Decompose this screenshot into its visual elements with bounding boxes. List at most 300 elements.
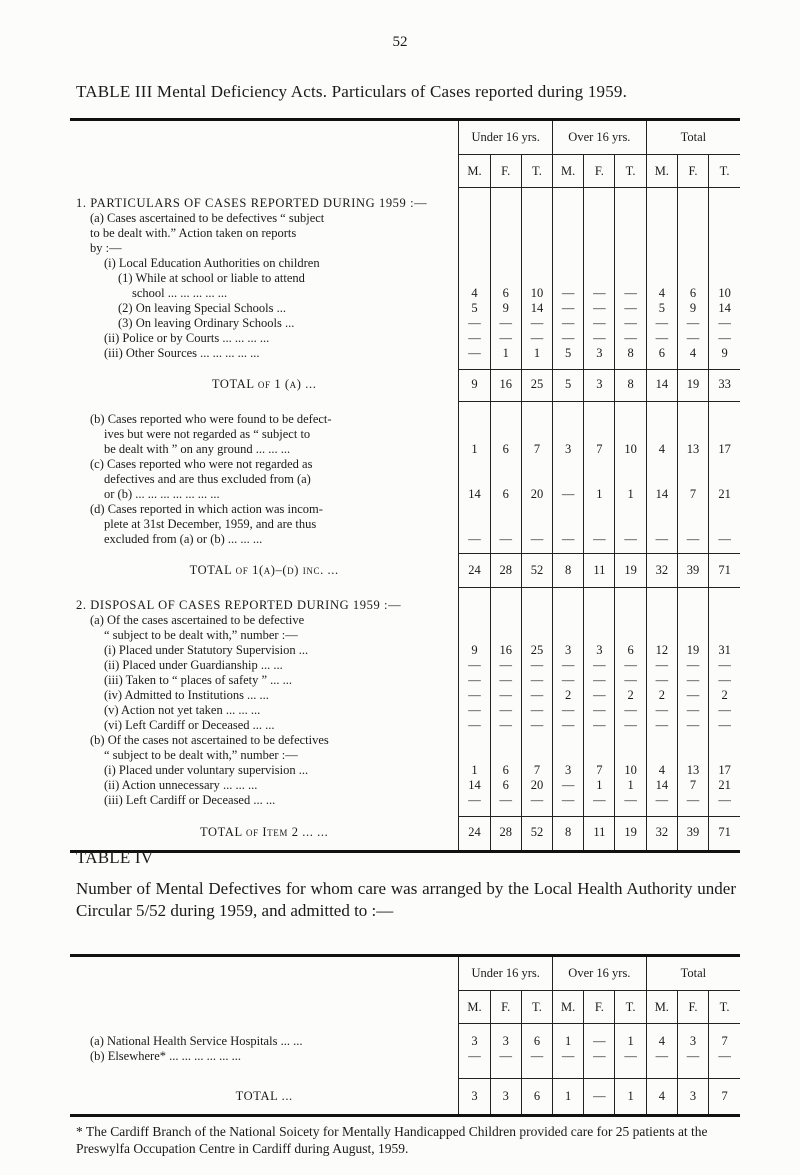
row-label-line: (iii) Taken to “ places of safety ” ... ...	[104, 672, 293, 687]
row-label-line: (iii) Left Cardiff or Deceased ... ...	[104, 792, 276, 807]
value	[553, 427, 583, 442]
value-cell	[646, 370, 677, 402]
value: —	[468, 703, 481, 717]
value-cell	[490, 402, 521, 554]
value	[678, 427, 708, 442]
value-cell	[521, 817, 552, 852]
value-cell	[677, 188, 708, 370]
sub-header: T.	[615, 991, 646, 1024]
value: 12	[655, 643, 669, 657]
value: 52	[530, 825, 544, 839]
sub-header: M.	[459, 155, 490, 188]
value	[459, 427, 489, 442]
value: —	[624, 793, 637, 807]
sub-header: F.	[490, 155, 521, 188]
value: —	[686, 331, 700, 345]
value: 14	[655, 377, 669, 391]
sub-header: T.	[709, 991, 740, 1024]
value-cell	[709, 1079, 740, 1116]
value	[459, 613, 489, 628]
value	[584, 613, 614, 628]
value	[615, 748, 645, 763]
value: 10	[624, 763, 637, 777]
value	[459, 412, 489, 427]
value: 2	[658, 688, 665, 702]
value: 9	[721, 346, 728, 360]
value: —	[593, 532, 606, 546]
row-label-header	[70, 956, 459, 1024]
value-cell	[553, 817, 584, 852]
value: —	[530, 718, 544, 732]
value: 1	[596, 487, 603, 501]
value: —	[561, 316, 575, 330]
value	[647, 598, 677, 613]
value	[553, 748, 583, 763]
value: —	[593, 1034, 606, 1048]
value: 33	[718, 377, 731, 391]
value	[647, 472, 677, 487]
value-cell	[615, 554, 646, 588]
value: —	[686, 1049, 700, 1063]
value	[678, 517, 708, 532]
value-cell	[490, 817, 521, 852]
value	[615, 613, 645, 628]
value: —	[686, 658, 700, 672]
row-label-line: by :—	[90, 240, 122, 255]
row-label-line: TOTAL of 1(a)–(d) inc. ...	[189, 562, 339, 577]
value: 14	[655, 778, 669, 792]
row-label-line: plete at 31st December, 1959, and are thus	[104, 516, 317, 531]
value: —	[499, 703, 512, 717]
value	[553, 628, 583, 643]
value	[678, 472, 708, 487]
row-label-line: (b) Of the cases not ascertained to be defectives	[90, 732, 329, 747]
value-cell	[709, 554, 740, 588]
value	[522, 412, 552, 427]
value-cell	[584, 188, 615, 370]
value	[709, 748, 740, 763]
value	[522, 241, 552, 256]
value: —	[686, 793, 700, 807]
value	[553, 271, 583, 286]
value: —	[561, 1049, 575, 1063]
value	[491, 271, 521, 286]
row-label-line: (a) Cases ascertained to be defectives “ subject	[90, 210, 325, 225]
value: —	[624, 673, 637, 687]
value	[647, 502, 677, 517]
value	[709, 196, 740, 211]
value-cell	[584, 554, 615, 588]
value-cell	[677, 1079, 708, 1116]
value-cell	[615, 588, 646, 817]
value: —	[686, 718, 700, 732]
value: 11	[593, 563, 606, 577]
value: 21	[718, 778, 731, 792]
sub-header: M.	[646, 155, 677, 188]
value: 7	[689, 487, 697, 501]
row-label-line: school ... ... ... ... ...	[132, 285, 228, 300]
value: —	[593, 688, 606, 702]
value: —	[718, 532, 731, 546]
row-label-line: to be dealt with.” Action taken on reports	[90, 225, 297, 240]
value	[647, 412, 677, 427]
value: —	[530, 688, 544, 702]
value: 21	[718, 487, 731, 501]
value: —	[499, 316, 512, 330]
value: —	[468, 688, 481, 702]
group-header-under-16: Under 16 yrs.	[459, 120, 553, 155]
value	[491, 211, 521, 226]
value	[459, 502, 489, 517]
total-1ad-row	[70, 554, 740, 588]
sub-header: T.	[709, 155, 740, 188]
value	[491, 256, 521, 271]
value: —	[468, 673, 481, 687]
value	[491, 598, 521, 613]
row-label-line: (2) On leaving Special Schools ...	[118, 300, 287, 315]
value: 32	[655, 825, 669, 839]
value-cell	[709, 402, 740, 554]
value: 1	[471, 442, 478, 456]
value	[522, 457, 552, 472]
value	[459, 256, 489, 271]
value	[459, 598, 489, 613]
value: —	[593, 286, 606, 300]
value: 9	[471, 377, 478, 391]
sub-header: T.	[521, 991, 552, 1024]
total-2-row	[70, 817, 740, 852]
value	[459, 457, 489, 472]
footnote: * The Cardiff Branch of the National Soicety for Mentally Handicapped Children provided care for 25 patients at the Preswylfa Occupation Centre in Cardiff during August, 1959.	[76, 1124, 708, 1156]
value	[522, 427, 552, 442]
value: —	[624, 532, 637, 546]
value	[459, 211, 489, 226]
value: 7	[721, 1089, 728, 1103]
row-label-line: 1. PARTICULARS OF CASES REPORTED DURING 1959 :—	[76, 195, 428, 210]
sub-header: F.	[584, 991, 615, 1024]
value	[678, 613, 708, 628]
value: 3	[596, 346, 603, 360]
value: 1	[565, 1089, 572, 1103]
sub-header: M.	[646, 991, 677, 1024]
value: —	[655, 532, 669, 546]
value: —	[718, 658, 731, 672]
value	[678, 196, 708, 211]
value: 6	[502, 442, 509, 456]
value: —	[468, 1049, 481, 1063]
value-cell	[677, 402, 708, 554]
value: —	[561, 487, 575, 501]
value	[522, 472, 552, 487]
sub-header: F.	[490, 991, 521, 1024]
value: —	[530, 316, 544, 330]
value-cell	[521, 1079, 552, 1116]
value	[678, 748, 708, 763]
group-header-total: Total	[646, 120, 740, 155]
row-label-line: (i) Placed under voluntary supervision ...	[104, 762, 309, 777]
value: 6	[502, 487, 509, 501]
value-cell	[709, 588, 740, 817]
value	[459, 733, 489, 748]
value	[522, 517, 552, 532]
value	[709, 598, 740, 613]
value-cell	[677, 1024, 708, 1079]
sub-header: M.	[459, 991, 490, 1024]
value-cell	[615, 370, 646, 402]
value: —	[624, 703, 637, 717]
row-label-line: excluded from (a) or (b) ... ... ...	[104, 531, 263, 546]
sub-header: M.	[553, 991, 584, 1024]
value	[709, 628, 740, 643]
value: —	[561, 658, 575, 672]
value-cell	[677, 554, 708, 588]
row-label-line: (a) National Health Service Hospitals ... ...	[90, 1033, 303, 1048]
value: —	[530, 658, 544, 672]
page-number: 52	[392, 34, 408, 50]
value	[615, 256, 645, 271]
value-cell	[459, 1024, 490, 1079]
value	[491, 613, 521, 628]
value-cell	[490, 588, 521, 817]
value: —	[718, 331, 731, 345]
value-cell	[646, 188, 677, 370]
value: 39	[686, 563, 700, 577]
value-cell	[646, 1024, 677, 1079]
value: 1	[627, 1034, 634, 1048]
value	[678, 226, 708, 241]
value: 3	[689, 1089, 697, 1103]
row-label-line: (1) While at school or liable to attend	[118, 270, 305, 285]
value	[678, 733, 708, 748]
value	[553, 472, 583, 487]
value: —	[468, 331, 481, 345]
value	[709, 427, 740, 442]
value: 31	[718, 643, 731, 657]
row-label-line: (3) On leaving Ordinary Schools ...	[118, 315, 295, 330]
row-label-line: (a) Of the cases ascertained to be defective	[90, 612, 305, 627]
value	[678, 628, 708, 643]
sub-header: F.	[677, 155, 708, 188]
value: 3	[596, 643, 603, 657]
value: 24	[468, 825, 481, 839]
value: 25	[530, 377, 544, 391]
value-cell	[709, 370, 740, 402]
value	[553, 502, 583, 517]
value: 5	[471, 301, 478, 315]
value: 4	[689, 346, 697, 360]
value	[459, 472, 489, 487]
value: —	[530, 703, 544, 717]
value	[615, 211, 645, 226]
value	[584, 628, 614, 643]
value	[709, 256, 740, 271]
value	[647, 457, 677, 472]
value: 4	[658, 1034, 665, 1048]
value	[522, 733, 552, 748]
value-cell	[646, 554, 677, 588]
value	[459, 748, 489, 763]
value	[647, 196, 677, 211]
value: 1	[627, 1089, 634, 1103]
value: 14	[468, 778, 481, 792]
value: 71	[718, 825, 731, 839]
value	[491, 748, 521, 763]
value	[615, 502, 645, 517]
value: —	[593, 673, 606, 687]
value-cell	[490, 370, 521, 402]
value-cell	[459, 402, 490, 554]
row-label-line: defectives and are thus excluded from (a)	[104, 471, 311, 486]
sub-header: F.	[677, 991, 708, 1024]
value: —	[530, 331, 544, 345]
value	[459, 226, 489, 241]
value-cell	[521, 402, 552, 554]
value: —	[593, 1089, 606, 1103]
value	[553, 241, 583, 256]
row-label-line: (i) Placed under Statutory Supervision ...	[104, 642, 309, 657]
value: 52	[530, 563, 544, 577]
value: 1	[565, 1034, 572, 1048]
row-label-line: TOTAL of Item 2 ... ...	[200, 824, 329, 839]
value: 3	[689, 1034, 697, 1048]
row-label	[70, 1024, 459, 1079]
sub-header: F.	[584, 155, 615, 188]
value	[491, 196, 521, 211]
sub-header: T.	[521, 155, 552, 188]
value	[709, 502, 740, 517]
value	[709, 472, 740, 487]
value	[553, 457, 583, 472]
value: 6	[502, 763, 509, 777]
value	[615, 457, 645, 472]
value: 5	[565, 346, 572, 360]
value: —	[718, 1049, 731, 1063]
value	[647, 427, 677, 442]
row-label-line: (ii) Action unnecessary ... ... ...	[104, 777, 258, 792]
value	[553, 196, 583, 211]
table-iv-title: TABLE IV	[76, 848, 154, 867]
value: 24	[468, 563, 481, 577]
value: 3	[565, 442, 572, 456]
value: 6	[502, 778, 509, 792]
value: 3	[596, 377, 603, 391]
value-cell	[584, 588, 615, 817]
table-iv	[70, 954, 740, 1117]
value	[615, 196, 645, 211]
value	[491, 472, 521, 487]
value: —	[561, 793, 575, 807]
value	[491, 241, 521, 256]
value: —	[718, 793, 731, 807]
table-iv-rows	[70, 1024, 740, 1079]
value: 2	[565, 688, 572, 702]
value	[647, 241, 677, 256]
value-cell	[584, 402, 615, 554]
group-header-total: Total	[646, 956, 740, 991]
value-cell	[521, 1024, 552, 1079]
row-label	[70, 188, 459, 370]
value: 7	[533, 763, 541, 777]
value-cell	[553, 1024, 584, 1079]
value: 3	[502, 1089, 509, 1103]
value: —	[468, 793, 481, 807]
value-cell	[677, 817, 708, 852]
row-label-line: (b) Elsewhere* ... ... ... ... ... ...	[90, 1048, 242, 1063]
value: —	[530, 532, 544, 546]
value: —	[718, 703, 731, 717]
value: —	[686, 532, 700, 546]
value	[709, 457, 740, 472]
value	[459, 628, 489, 643]
value	[459, 241, 489, 256]
value-cell	[709, 1024, 740, 1079]
value: —	[561, 301, 575, 315]
row-label-line: (b) Cases reported who were found to be defect-	[90, 411, 332, 426]
value	[615, 427, 645, 442]
value	[584, 241, 614, 256]
value	[678, 211, 708, 226]
value: 28	[499, 825, 512, 839]
row-label-line: (iii) Other Sources ... ... ... ... ...	[104, 345, 260, 360]
value	[584, 226, 614, 241]
value	[615, 733, 645, 748]
row-label-line: “ subject to be dealt with,” number :—	[104, 627, 298, 642]
value	[584, 412, 614, 427]
value	[553, 598, 583, 613]
value: —	[499, 1049, 512, 1063]
value-cell	[490, 1079, 521, 1116]
value: 6	[689, 286, 697, 300]
value: 3	[565, 763, 572, 777]
value-cell	[553, 1079, 584, 1116]
value	[522, 256, 552, 271]
value-cell	[459, 588, 490, 817]
value: 19	[624, 825, 637, 839]
value	[459, 196, 489, 211]
value: —	[624, 316, 637, 330]
value: 6	[658, 346, 665, 360]
value	[491, 733, 521, 748]
value: —	[468, 658, 481, 672]
value	[553, 613, 583, 628]
value: —	[655, 1049, 669, 1063]
value-cell	[521, 588, 552, 817]
value: 6	[533, 1089, 541, 1103]
value-cell	[584, 1079, 615, 1116]
row-label-line: ives but were not regarded as “ subject to	[104, 426, 311, 441]
value: —	[593, 301, 606, 315]
value: 19	[686, 643, 700, 657]
value: 71	[718, 563, 731, 577]
value: 8	[565, 825, 572, 839]
value: 19	[624, 563, 637, 577]
value: —	[655, 658, 669, 672]
value: 4	[471, 286, 478, 300]
value	[522, 502, 552, 517]
value: 39	[686, 825, 700, 839]
value: —	[561, 718, 575, 732]
value: —	[624, 301, 637, 315]
value	[647, 517, 677, 532]
value	[615, 241, 645, 256]
value: 14	[468, 487, 481, 501]
table-iii	[70, 118, 740, 853]
value: —	[655, 718, 669, 732]
value	[584, 271, 614, 286]
value: —	[499, 718, 512, 732]
value: —	[561, 331, 575, 345]
value: 20	[530, 487, 544, 501]
